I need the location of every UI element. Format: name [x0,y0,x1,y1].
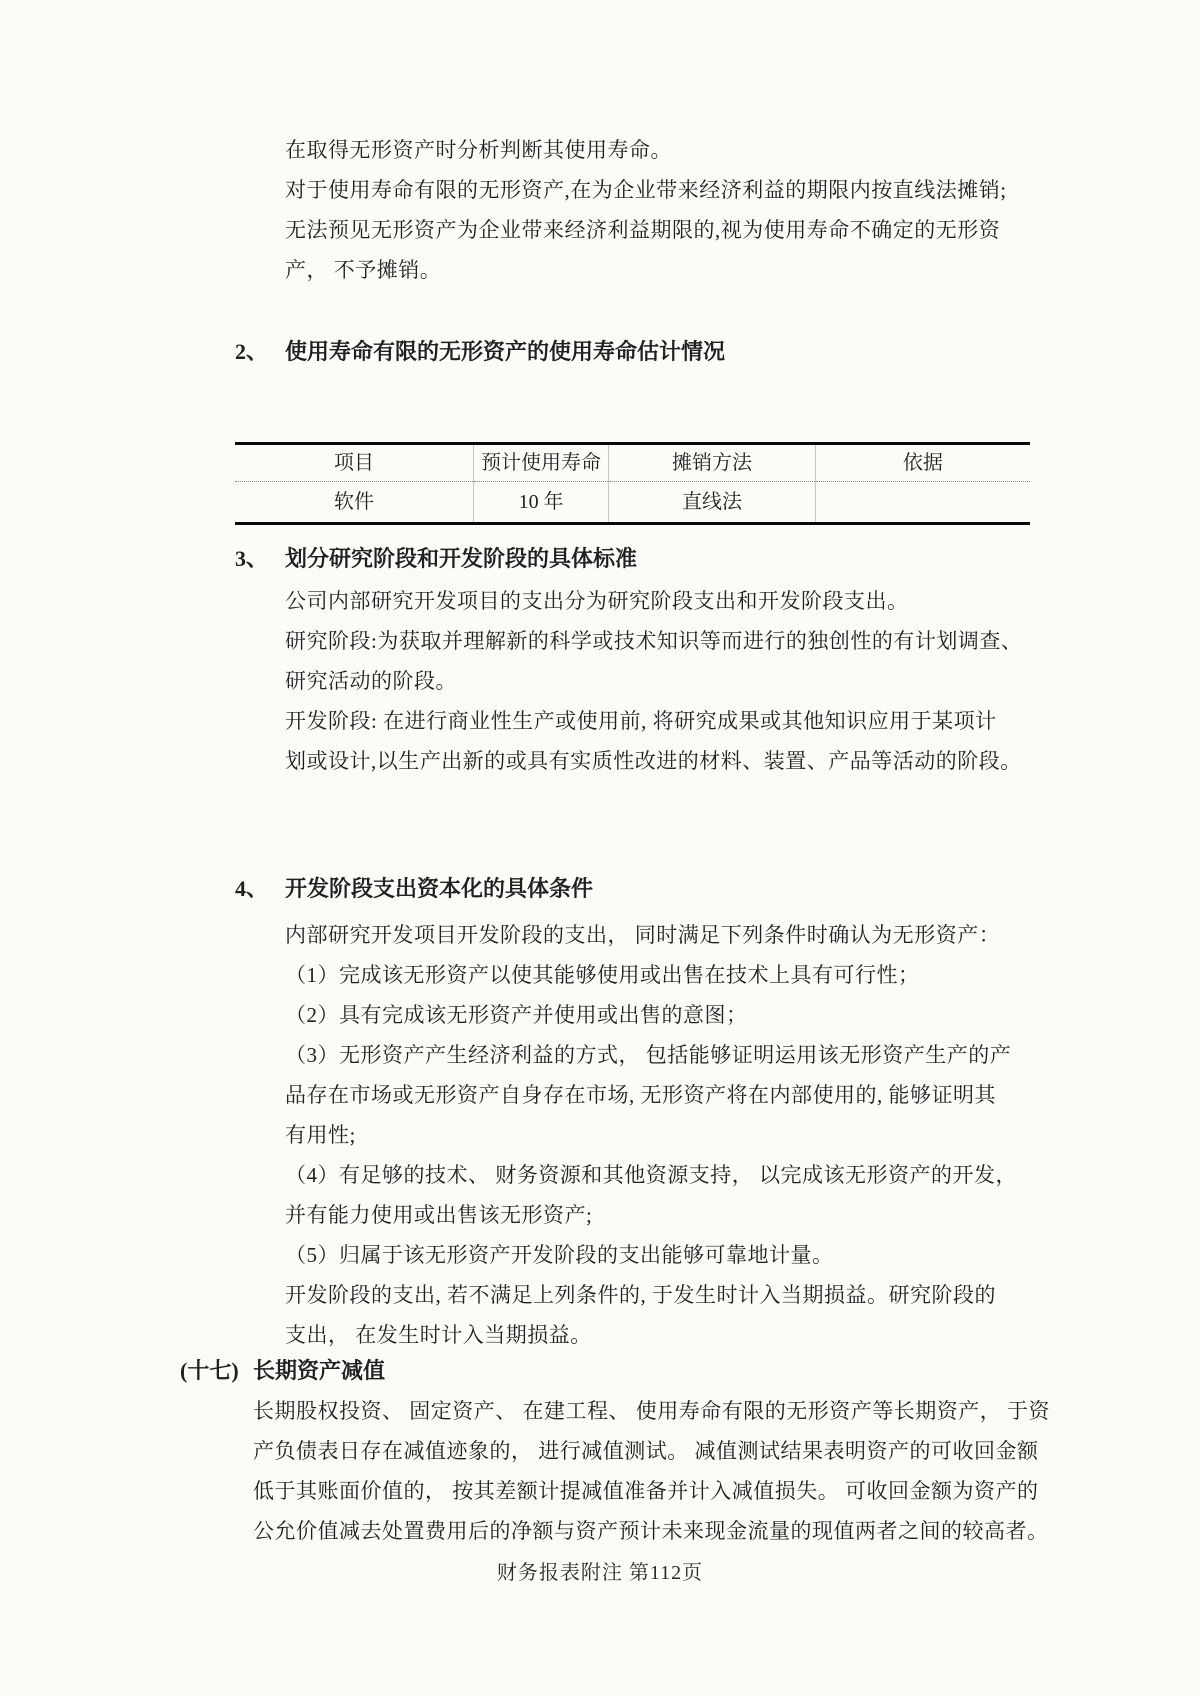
cell-expected-life: 10 年 [474,482,609,524]
cell-item: 软件 [235,482,474,524]
text-line: 产， 不予摊销。 [285,258,442,282]
cell-basis [815,482,1030,524]
section-3-heading [235,543,1200,575]
section-3-paragraph [285,581,1200,781]
page-footer: 财务报表附注 第112页 [496,1562,704,1584]
text-line: 品存在市场或无形资产自身存在市场, 无形资产将在内部使用的, 能够证明其 [285,1083,996,1107]
text-line: 低于其账面价值的， 按其差额计提减值准备并计入减值损失。 可收回金额为资产的 [253,1479,1039,1503]
section-4-paragraph [285,915,1200,1355]
section-number: 4、 [235,876,269,901]
text-line: （5）归属于该无形资产开发阶段的支出能够可靠地计量。 [285,1243,834,1267]
section-17-paragraph [253,1391,1200,1551]
text-line: 并有能力使用或出售该无形资产; [285,1203,593,1227]
text-line: 公司内部研究开发项目的支出分为研究阶段支出和开发阶段支出。 [285,589,909,613]
text-line: 研究阶段:为获取并理解新的科学或技术知识等而进行的独创性的有计划调查、 [285,629,1023,653]
cell-amortization-method: 直线法 [609,482,816,524]
section-17-heading [180,1355,1200,1387]
text-line: 对于使用寿命有限的无形资产,在为企业带来经济利益的期限内按直线法摊销; [285,178,1007,202]
table-header-cell: 预计使用寿命 [474,444,609,482]
text-line: （1）完成该无形资产以使其能够使用或出售在技术上具有可行性； [285,963,920,987]
table-header-cell: 项目 [235,444,474,482]
text-line: 支出， 在发生时计入当期损益。 [285,1323,592,1347]
text-line: 研究活动的阶段。 [285,669,457,693]
section-title: 长期资产减值 [253,1358,386,1383]
text-line: 内部研究开发项目开发阶段的支出， 同时满足下列条件时确认为无形资产： [285,923,1001,947]
table-header-cell: 摊销方法 [609,444,816,482]
text-line: 开发阶段: 在进行商业性生产或使用前, 将研究成果或其他知识应用于某项计 [285,709,997,733]
text-line: 公允价值减去处置费用后的净额与资产预计未来现金流量的现值两者之间的较高者。 [253,1519,1049,1543]
section-title: 使用寿命有限的无形资产的使用寿命估计情况 [285,339,726,364]
text-line: 在取得无形资产时分析判断其使用寿命。 [285,138,672,162]
section-title: 开发阶段支出资本化的具体条件 [285,876,594,901]
text-line: 无法预见无形资产为企业带来经济利益期限的,视为使用寿命不确定的无形资 [285,218,1001,242]
text-line: 划或设计,以生产出新的或具有实质性改进的材料、装置、产品等活动的阶段。 [285,749,1022,773]
useful-life-estimate-table [235,442,1030,525]
text-line: 开发阶段的支出, 若不满足上列条件的, 于发生时计入当期损益。研究阶段的 [285,1283,996,1307]
table-header-cell: 依据 [815,444,1030,482]
table-header-row [235,444,1030,482]
text-line: （4）有足够的技术、 财务资源和其他资源支持， 以完成该无形资产的开发， [285,1163,1017,1187]
text-line: 长期股权投资、 固定资产、 在建工程、 使用寿命有限的无形资产等长期资产， 于资 [253,1399,1050,1423]
table-row [235,482,1030,524]
section-4-heading [235,873,1200,905]
section-2-heading [235,336,1200,368]
text-line: （2）具有完成该无形资产并使用或出售的意图； [285,1003,748,1027]
section-number: (十七) [180,1358,239,1383]
text-line: 有用性; [285,1123,356,1147]
text-line: 产负债表日存在减值迹象的， 进行减值测试。 减值测试结果表明资产的可收回金额 [253,1439,1039,1463]
section-number: 2、 [235,339,269,364]
section-title: 划分研究阶段和开发阶段的具体标准 [285,546,638,571]
text-line: （3）无形资产产生经济利益的方式， 包括能够证明运用该无形资产生产的产 [285,1043,1012,1067]
intangible-assets-intro-paragraph [285,0,1200,290]
section-number: 3、 [235,546,269,571]
